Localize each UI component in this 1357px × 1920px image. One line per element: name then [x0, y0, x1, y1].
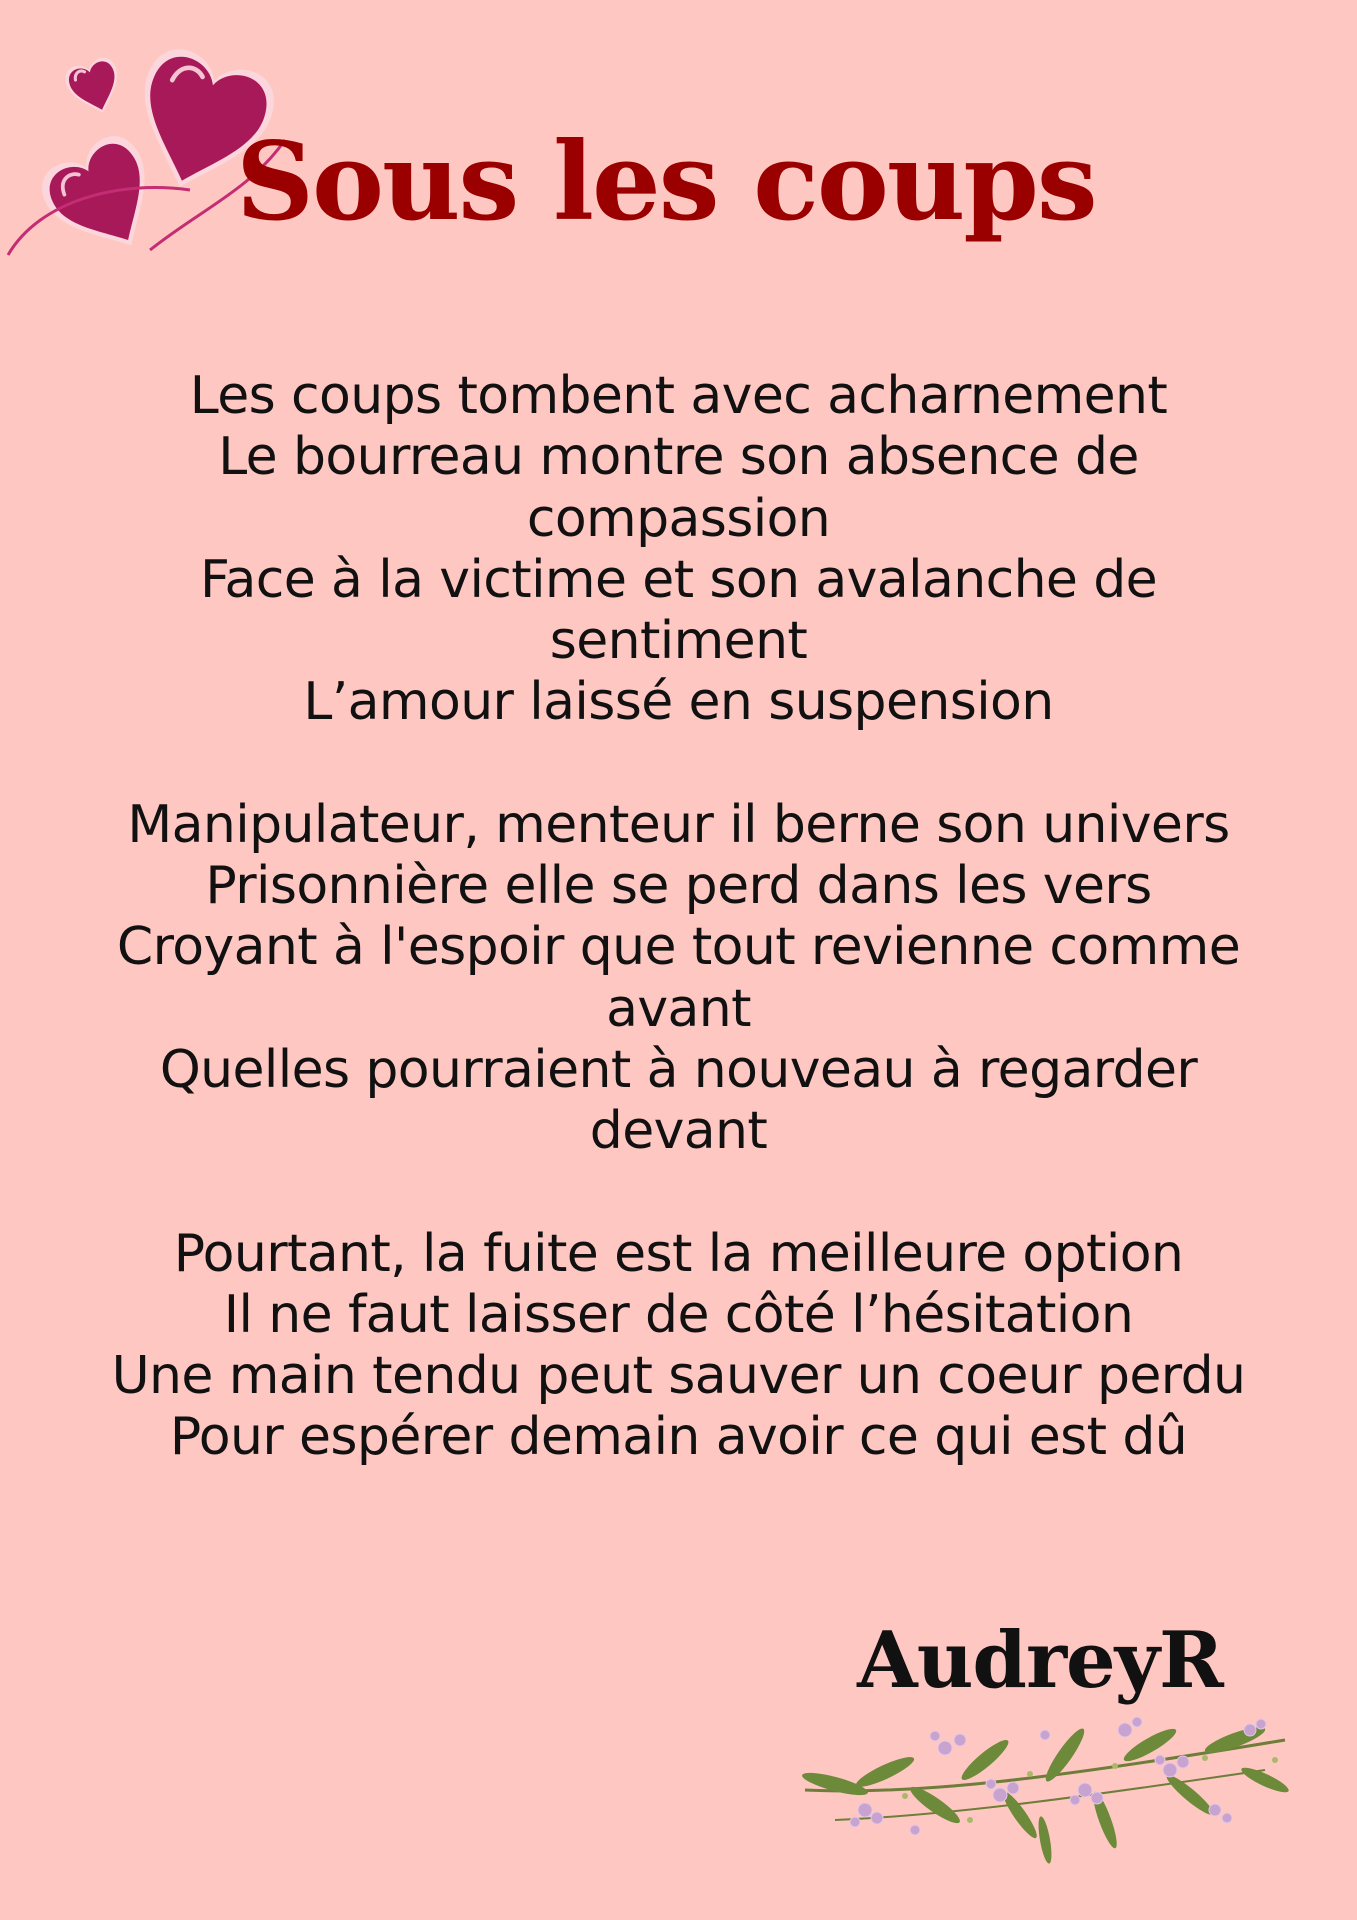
poem-line: Pour espérer demain avoir ce qui est dû [169, 1407, 1188, 1468]
poem-line: Le bourreau montre son absence de [218, 427, 1139, 488]
author-signature: AudreyR [857, 1615, 1223, 1706]
poem-line: devant [589, 1101, 768, 1162]
stanza-2 [20, 795, 1337, 1163]
poem-line: sentiment [549, 611, 808, 672]
flower-branch-icon [795, 1700, 1295, 1870]
poem-line: Il ne faut laisser de côté l’hésitation [223, 1284, 1134, 1345]
poem-line: Quelles pourraient à nouveau à regarder [159, 1039, 1198, 1100]
poem-line: L’amour laissé en suspension [303, 672, 1054, 733]
poem-line: Pourtant, la fuite est la meilleure option [173, 1223, 1184, 1284]
stanza-1 [20, 366, 1337, 734]
poem-line: Croyant à l'espoir que tout revienne comme [116, 917, 1241, 978]
stanza-3 [20, 1224, 1337, 1469]
poem-line: Manipulateur, menteur il berne son univers [127, 794, 1230, 855]
poem-line: compassion [526, 488, 831, 549]
poem-line: avant [606, 978, 751, 1039]
poem-line: Une main tendu peut sauver un coeur perdu [111, 1346, 1246, 1407]
poem-text [20, 366, 1337, 1469]
page-title: Sous les coups [236, 119, 1096, 245]
poem-line: Prisonnière elle se perd dans les vers [205, 856, 1152, 917]
poem-line: Face à la victime et son avalanche de [199, 549, 1158, 610]
poem-line: Les coups tombent avec acharnement [189, 366, 1168, 426]
